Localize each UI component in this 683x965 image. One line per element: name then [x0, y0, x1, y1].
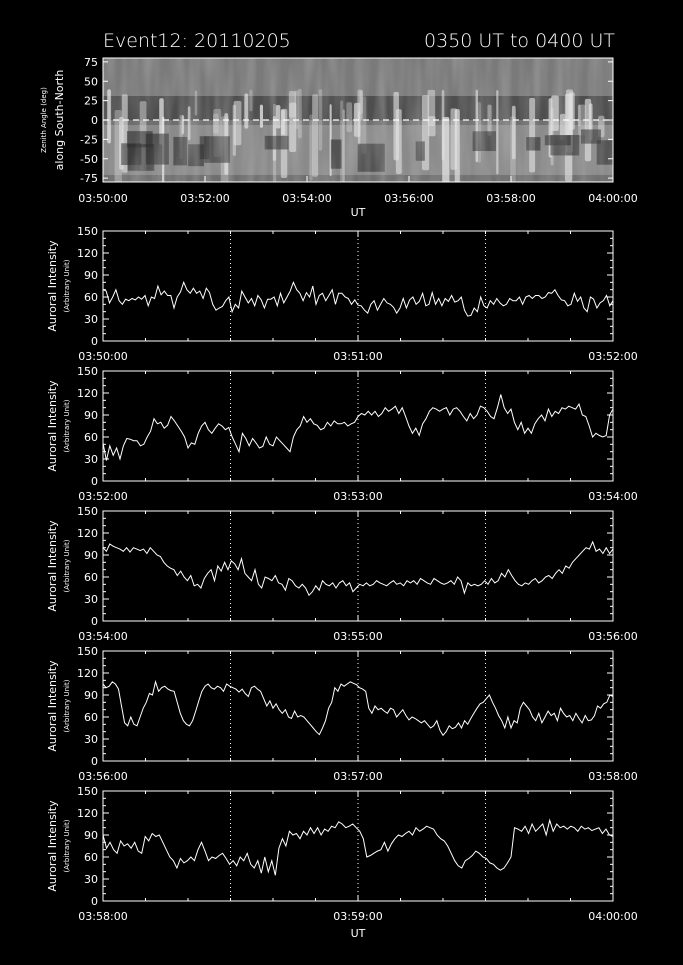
ylabel-small: (Arbitrary Unit)	[63, 399, 71, 453]
xtick-label: 03:58:00	[588, 770, 638, 783]
ylabel: Auroral Intensity	[46, 240, 59, 332]
ytick-label: 0	[91, 475, 98, 488]
xtick-label: 03:54:00	[78, 630, 128, 643]
ytick-label: 150	[77, 645, 98, 658]
ytick-label: 120	[77, 667, 98, 680]
ylabel-small: (Arbitrary Unit)	[63, 819, 71, 873]
xtick-label: 03:50:00	[78, 350, 128, 363]
xtick-label: 03:54:00	[588, 490, 638, 503]
ytick-label: 90	[84, 829, 98, 842]
keogram-ytick-label: -75	[80, 172, 98, 186]
xtick-label: 03:52:00	[588, 350, 638, 363]
ylabel: Auroral Intensity	[46, 520, 59, 612]
ytick-label: 90	[84, 689, 98, 702]
xtick-label: 03:55:00	[333, 630, 383, 643]
keogram-xtick-label: 03:58:00	[486, 192, 536, 205]
xtick-label: 03:52:00	[78, 490, 128, 503]
ytick-label: 30	[84, 593, 98, 606]
ytick-label: 60	[84, 431, 98, 444]
ytick-label: 0	[91, 755, 98, 768]
ytick-label: 90	[84, 409, 98, 422]
intensity-panel-3	[46, 505, 638, 643]
keogram-xtick-label: 04:00:00	[588, 192, 638, 205]
keogram-ytick-label: 25	[84, 94, 98, 108]
xtick-label: 04:00:00	[588, 910, 638, 923]
ylabel: Auroral Intensity	[46, 800, 59, 892]
ytick-label: 90	[84, 549, 98, 562]
intensity-panel-2	[46, 365, 638, 503]
ytick-label: 150	[77, 225, 98, 238]
ylabel-small: (Arbitrary Unit)	[63, 539, 71, 593]
keogram-xlabel: UT	[350, 206, 366, 219]
intensity-panel-4	[46, 645, 638, 783]
keogram-ytick-label: -50	[80, 152, 98, 166]
ytick-label: 120	[77, 807, 98, 820]
intensity-panel-1	[46, 225, 638, 363]
ytick-label: 150	[77, 505, 98, 518]
xtick-label: 03:58:00	[78, 910, 128, 923]
ytick-label: 120	[77, 247, 98, 260]
ytick-label: 30	[84, 733, 98, 746]
ytick-label: 30	[84, 453, 98, 466]
keogram-panel	[40, 56, 638, 219]
keogram-ytick-label: 50	[84, 75, 98, 89]
ytick-label: 150	[77, 785, 98, 798]
keogram-xtick-label: 03:54:00	[282, 192, 332, 205]
keogram-ytick-label: 0	[91, 114, 98, 127]
keogram-xtick-label: 03:52:00	[180, 192, 230, 205]
keogram-ytick-label: 75	[84, 55, 98, 69]
ytick-label: 30	[84, 873, 98, 886]
bottom-xlabel: UT	[350, 927, 366, 940]
ytick-label: 60	[84, 851, 98, 864]
keogram-ylabel-small: Zenith Angle (deg)	[40, 87, 48, 153]
xtick-label: 03:53:00	[333, 490, 383, 503]
ylabel-small: (Arbitrary Unit)	[63, 679, 71, 733]
keogram-ylabel: along South-North	[53, 69, 66, 171]
ytick-label: 0	[91, 335, 98, 348]
keogram-xtick-label: 03:56:00	[384, 192, 434, 205]
chart-title-event: Event12: 20110205	[103, 30, 291, 52]
ylabel-small: (Arbitrary Unit)	[63, 259, 71, 313]
xtick-label: 03:59:00	[333, 910, 383, 923]
ylabel: Auroral Intensity	[46, 660, 59, 752]
intensity-panel-5	[46, 785, 638, 923]
ytick-label: 30	[84, 313, 98, 326]
ytick-label: 120	[77, 387, 98, 400]
chart-title-time-range: 0350 UT to 0400 UT	[424, 30, 615, 52]
ytick-label: 0	[91, 895, 98, 908]
keogram-xtick-label: 03:50:00	[78, 192, 128, 205]
keogram-ytick-label: -25	[80, 133, 98, 147]
ylabel: Auroral Intensity	[46, 380, 59, 472]
ytick-label: 150	[77, 365, 98, 378]
ytick-label: 0	[91, 615, 98, 628]
ytick-label: 60	[84, 571, 98, 584]
xtick-label: 03:56:00	[588, 630, 638, 643]
ytick-label: 60	[84, 291, 98, 304]
ytick-label: 60	[84, 711, 98, 724]
ytick-label: 120	[77, 527, 98, 540]
ytick-label: 90	[84, 269, 98, 282]
xtick-label: 03:51:00	[333, 350, 383, 363]
xtick-label: 03:56:00	[78, 770, 128, 783]
xtick-label: 03:57:00	[333, 770, 383, 783]
